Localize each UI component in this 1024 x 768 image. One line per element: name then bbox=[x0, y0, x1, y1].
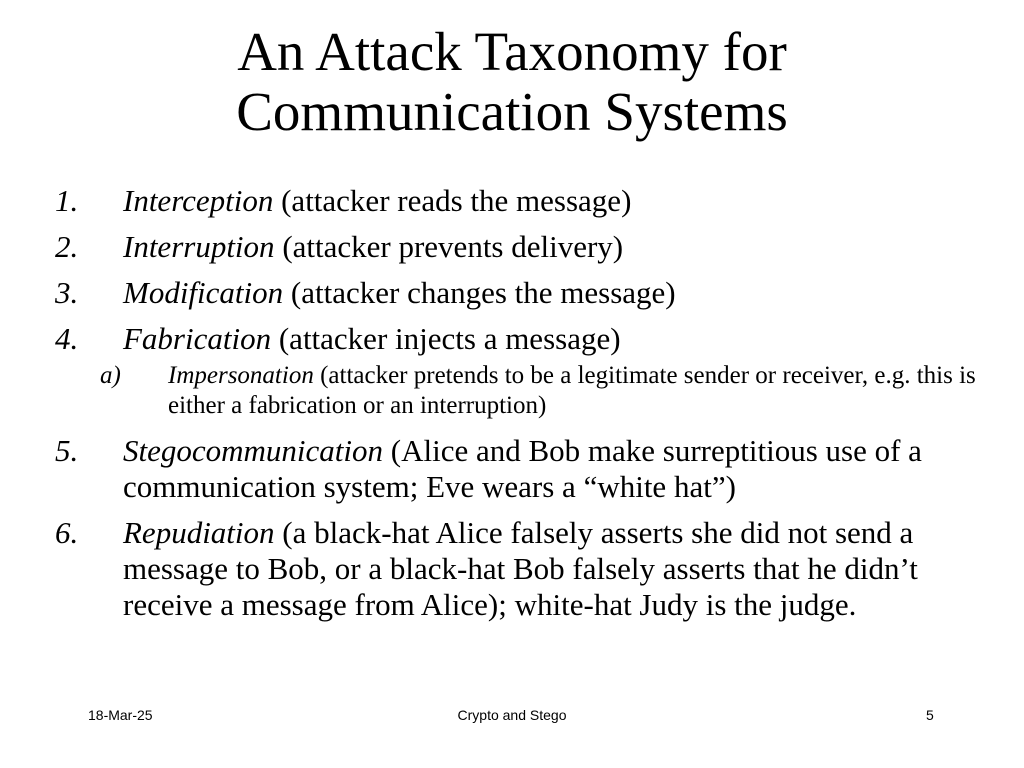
slide-title bbox=[0, 22, 1024, 142]
list-item-stegocommunication bbox=[55, 433, 995, 505]
list-item-repudiation bbox=[55, 515, 995, 623]
sub-item-term: Impersonation bbox=[168, 362, 314, 389]
slide-title-line-2: Communication Systems bbox=[236, 81, 788, 142]
list-item-number: 2. bbox=[55, 229, 79, 264]
sub-item-text: (attacker pretends to be a legitimate sender or receiver, e.g. this is either a fabrication or an interruption) bbox=[168, 362, 976, 419]
list-item-number: 3. bbox=[55, 275, 79, 310]
list-item-number: 4. bbox=[55, 321, 79, 356]
taxonomy-list bbox=[55, 183, 995, 633]
list-item-term: Stegocommunication bbox=[123, 433, 384, 468]
list-item-term: Fabrication bbox=[123, 321, 272, 356]
list-item-fabrication bbox=[55, 321, 995, 357]
list-item-interruption bbox=[55, 229, 995, 265]
list-item-text: (attacker injects a message) bbox=[271, 321, 621, 356]
list-item-number: 1. bbox=[55, 183, 79, 218]
footer-page-number: 5 bbox=[926, 707, 934, 723]
slide-title-line-1: An Attack Taxonomy for bbox=[237, 21, 787, 82]
sub-item-impersonation bbox=[55, 361, 995, 421]
footer-date: 18-Mar-25 bbox=[88, 707, 153, 723]
list-item-text: (attacker changes the message) bbox=[283, 275, 676, 310]
list-item-number: 6. bbox=[55, 515, 79, 550]
list-item-interception bbox=[55, 183, 995, 219]
list-item-modification bbox=[55, 275, 995, 311]
list-item-term: Repudiation bbox=[123, 515, 275, 550]
list-item-term: Interception bbox=[123, 183, 274, 218]
sub-item-letter: a) bbox=[100, 362, 121, 389]
footer-title: Crypto and Stego bbox=[457, 707, 567, 723]
list-item-text: (Alice and Bob make surreptitious use of a communication system; Eve wears a “white hat”) bbox=[123, 433, 922, 504]
list-item-text: (attacker reads the message) bbox=[273, 183, 632, 218]
list-item-term: Interruption bbox=[123, 229, 275, 264]
list-item-number: 5. bbox=[55, 433, 79, 468]
list-item-term: Modification bbox=[123, 275, 284, 310]
list-item-text: (a black-hat Alice falsely asserts she did not send a message to Bob, or a black-hat Bob falsely asserts that he didn’t receive a message from Alice); white-hat Judy is the judge. bbox=[123, 515, 918, 622]
list-item-text: (attacker prevents delivery) bbox=[274, 229, 624, 264]
